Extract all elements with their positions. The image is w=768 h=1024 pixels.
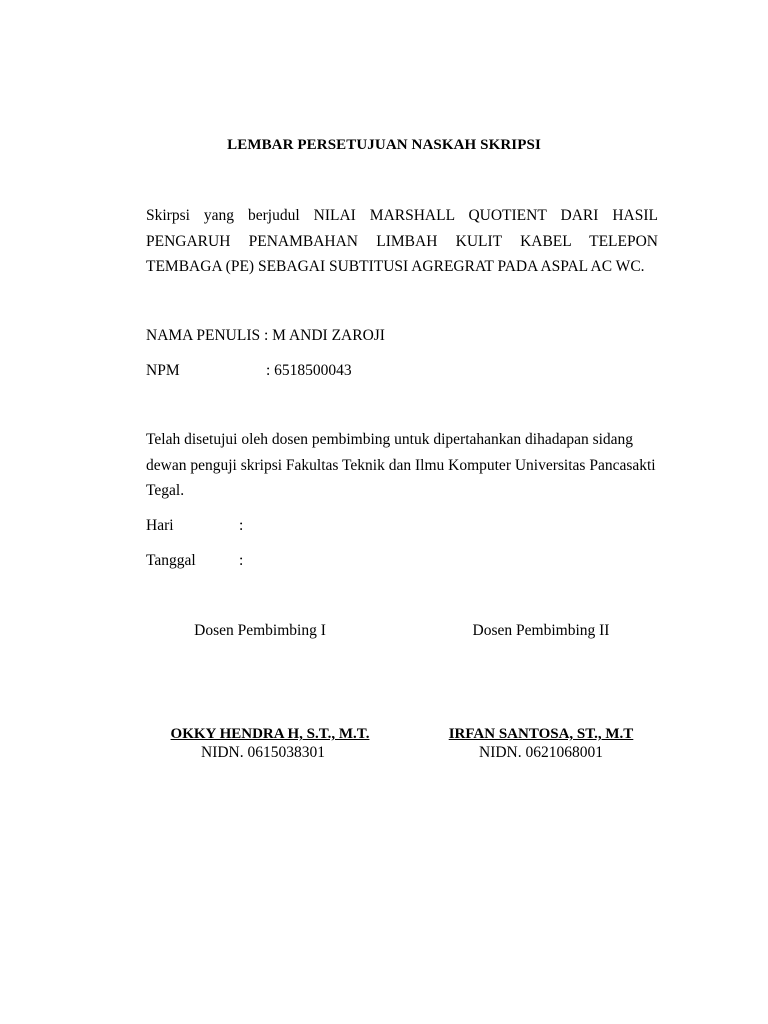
advisor-1-role: Dosen Pembimbing I	[194, 622, 326, 639]
advisor-2-nidn: NIDN. 0621068001	[479, 744, 603, 761]
intro-line: TEMBAGA (PE) SEBAGAI SUBTITUSI AGREGRAT PADA ASPAL AC WC.	[146, 258, 645, 275]
hari-field	[146, 517, 243, 535]
page-title: LEMBAR PERSETUJUAN NASKAH SKRIPSI	[227, 137, 541, 153]
npm-field	[146, 362, 352, 380]
author-field	[146, 327, 385, 345]
tanggal-label: Tanggal	[146, 552, 196, 569]
hari-value: :	[239, 517, 244, 534]
advisor-2-role: Dosen Pembimbing II	[472, 622, 610, 639]
hari-label: Hari	[146, 517, 174, 534]
approval-line: Telah disetujui oleh dosen pembimbing untuk dipertahankan dihadapan sidang	[146, 431, 634, 448]
approval-line: dewan penguji skripsi Fakultas Teknik dan Ilmu Komputer Universitas Pancasakti	[146, 456, 656, 474]
intro-line: Skirpsi yang berjudul NILAI MARSHALL QUOTIENT DARI HASIL	[146, 207, 658, 224]
tanggal-field	[146, 552, 243, 570]
thesis-intro-paragraph	[146, 203, 658, 280]
approval-paragraph	[146, 427, 658, 504]
npm-value: : 6518500043	[266, 362, 352, 379]
advisor-1-name: OKKY HENDRA H, S.T., M.T.	[170, 726, 370, 742]
approval-line: Tegal.	[146, 482, 185, 499]
author-value: : M ANDI ZAROJI	[263, 327, 385, 344]
author-label: NAMA PENULIS	[146, 327, 261, 344]
advisor-2-name: IRFAN SANTOSA, ST., M.T	[448, 726, 634, 742]
advisor-1-nidn: NIDN. 0615038301	[201, 744, 325, 761]
npm-label: NPM	[146, 362, 180, 379]
tanggal-value: :	[239, 552, 244, 569]
intro-line: PENGARUH PENAMBAHAN LIMBAH KULIT KABEL TELEPON	[146, 232, 658, 250]
